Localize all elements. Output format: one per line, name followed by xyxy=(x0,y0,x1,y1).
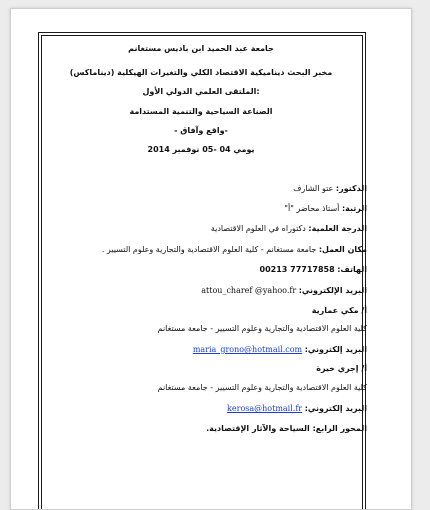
degree-value: دكتوراه في العلوم الاقتصادية xyxy=(210,224,306,233)
axis-value: السياحة والآثار الإقتصادية. xyxy=(206,424,310,433)
phone-row xyxy=(260,265,367,275)
axis-label: المحور الرابع: xyxy=(312,424,367,433)
doctor-row xyxy=(293,184,367,194)
axis-row xyxy=(206,424,367,434)
email-value-1[interactable]: attou_charef @yahoo.fr xyxy=(201,286,297,295)
email-link-2[interactable]: maria_grono@hotmail.com xyxy=(192,345,303,354)
workplace-value: جامعة مستغانم - كلية العلوم الاقتصادية والتجارية وعلوم التسيير . xyxy=(101,245,317,254)
conference-dates: يومي 04 -05 نوفمبر 2014 xyxy=(147,145,255,154)
university-name: جامعة عبد الحميد ابن باديس مستغانم xyxy=(128,44,274,53)
doctor-value: عتو الشارف xyxy=(293,184,334,193)
phone-label: الهاتف: xyxy=(337,265,367,274)
rank-row xyxy=(284,204,367,214)
conference-title: الملتقى العلمي الدولي الأول: xyxy=(142,87,260,96)
rank-value: أستاذ محاضر "أ" xyxy=(284,204,340,213)
rank-label: الرتبة: xyxy=(341,204,367,213)
workplace-row xyxy=(102,245,367,255)
email-row-3 xyxy=(227,404,367,414)
email-label-1: البريد الإلكتروني: xyxy=(298,286,367,295)
email-row-2 xyxy=(193,345,367,355)
email-label-2: البريد إلكتروني: xyxy=(304,345,367,354)
degree-label: الدرجة العلمية: xyxy=(308,224,367,233)
author3-affiliation: كلية العلوم الاقتصادية والتجارية وعلوم التسيير - جامعة مستغانم xyxy=(157,383,367,392)
conference-subtitle: - واقع وآفاق- xyxy=(174,126,228,135)
lab-name: مخبر البحث ديناميكية الاقتصاد الكلي والتغيرات الهيكلية (ديناماكس) xyxy=(69,68,333,77)
email-row-1 xyxy=(201,286,367,296)
author2-affiliation: كلية العلوم الاقتصادية والتجارية وعلوم التسيير - جامعة مستغانم xyxy=(157,324,367,333)
author2-name: أ/ مكي عمارية xyxy=(311,306,367,315)
conference-theme: الصناعة السياحية والتنمية المستدامة xyxy=(129,107,273,116)
degree-row xyxy=(211,224,367,234)
doctor-label: الدكتور: xyxy=(335,184,367,193)
email-link-3[interactable]: kerosa@hotmail.fr xyxy=(227,404,303,413)
phone-value: 00213 77717858 xyxy=(259,265,335,274)
workplace-label: مكان العمل: xyxy=(318,245,367,254)
document-page xyxy=(10,8,412,510)
author3-name: أ/ إجري خيرة xyxy=(316,364,367,373)
email-label-3: البريد إلكتروني: xyxy=(304,404,367,413)
